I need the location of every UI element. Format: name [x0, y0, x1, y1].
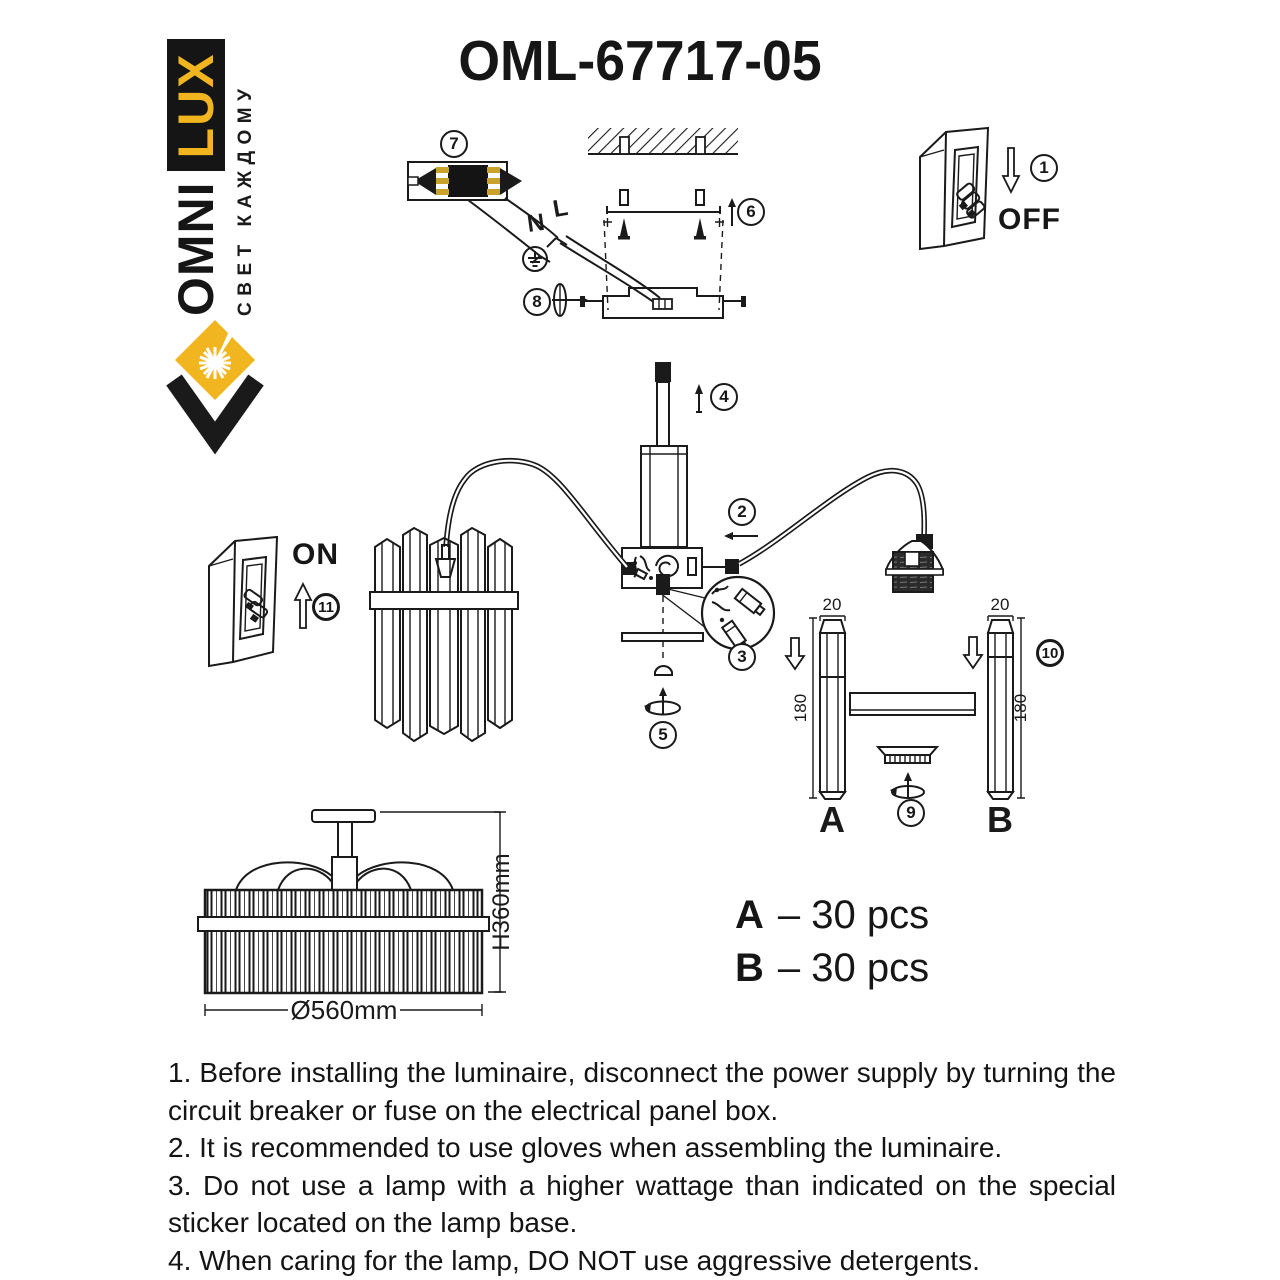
diameter-dim-label: Ø560mm	[290, 995, 398, 1025]
chandelier-front-view	[198, 810, 489, 993]
center-rod-icon	[641, 362, 687, 547]
finial-knob-icon	[655, 666, 672, 675]
instruction-item: 1. Before installing the luminaire, disconnect the power supply by turning the circuit breaker or fuse on the electrical panel box.	[168, 1057, 1116, 1126]
part-b-key: B	[735, 946, 764, 990]
up-arrow-icon	[695, 384, 703, 412]
coiled-wire-icon	[656, 556, 678, 576]
instructions-list	[168, 1054, 1116, 1279]
neutral-wire-label: N	[525, 208, 547, 238]
step-marker-11: 11	[312, 593, 340, 621]
mounting-bracket-icon	[603, 190, 724, 310]
part-a-quantity: A – 30 pcs	[735, 893, 930, 937]
length-dim-label: 180	[791, 693, 810, 723]
step-marker-2: 2	[728, 498, 756, 526]
lamp-arm-right	[739, 471, 924, 564]
step-marker-8: 8	[523, 288, 551, 316]
step-marker-10: 10	[1036, 639, 1064, 667]
page-title: OML-67717-05	[458, 29, 822, 93]
ribbed-cap-icon	[878, 747, 937, 763]
rotate-screw-icon	[644, 687, 680, 715]
breaker-box-off-icon	[905, 118, 1080, 268]
front-view-diagram	[175, 795, 530, 1035]
width-dim-label: 20	[822, 595, 842, 614]
breaker-levers	[956, 182, 986, 218]
step-marker-9: 9	[897, 799, 925, 827]
up-arrow-icon	[728, 198, 736, 226]
crystal-rod-a	[786, 595, 845, 840]
width-dim-label: 20	[990, 595, 1010, 614]
part-a-key: A	[735, 893, 764, 937]
brand-omni-text: OMNI	[168, 181, 224, 316]
toggle-screw-icon	[552, 284, 588, 316]
lamp-arm-left	[446, 461, 627, 567]
hatched-ceiling-icon	[588, 128, 738, 154]
down-arrow-icon	[1003, 148, 1019, 192]
supply-wires	[468, 198, 672, 309]
part-b-label: B	[987, 799, 1013, 840]
part-a-label: A	[819, 799, 845, 840]
up-arrow-icon	[295, 584, 311, 628]
rotate-screw-icon	[890, 772, 924, 798]
part-b-quantity: B – 30 pcs	[735, 946, 930, 990]
off-label: OFF	[998, 203, 1061, 236]
instruction-item: 2. It is recommended to use gloves when assembling the luminaire.	[168, 1132, 1003, 1163]
line-wire-label: L	[550, 193, 570, 224]
mounting-bar-icon	[850, 693, 975, 715]
step-marker-4: 4	[710, 383, 738, 411]
step-marker-6: 6	[737, 198, 765, 226]
on-label: ON	[292, 538, 339, 571]
terminal-block-icon	[408, 162, 522, 200]
height-dim-label: H360mm	[488, 853, 515, 951]
step-marker-7: 7	[440, 130, 468, 158]
brand-lux-box: LUX	[167, 39, 225, 171]
length-dim-label: 180	[1011, 693, 1030, 723]
brand-diamond-icon	[160, 316, 270, 442]
instruction-item: 4. When caring for the lamp, DO NOT use aggressive detergents.	[168, 1244, 980, 1276]
instruction-item: 3. Do not use a lamp with a higher wattage than indicated on the special sticker located on the lamp base.	[168, 1169, 1116, 1238]
step-marker-1: 1	[1030, 154, 1058, 182]
crystal-shade-detail	[370, 528, 518, 741]
step-marker-5: 5	[649, 721, 677, 749]
crystal-parts-diagram	[775, 578, 1075, 843]
diameter-dimension-line	[205, 995, 482, 1025]
crystal-rod-b	[964, 595, 1030, 840]
step-marker-3: 3	[728, 643, 756, 671]
down-arrow-icon	[786, 638, 804, 669]
down-arrow-icon	[964, 637, 982, 668]
brand-tagline: СВЕТ КАЖДОМУ	[235, 82, 256, 316]
left-arrow-icon	[724, 532, 758, 540]
